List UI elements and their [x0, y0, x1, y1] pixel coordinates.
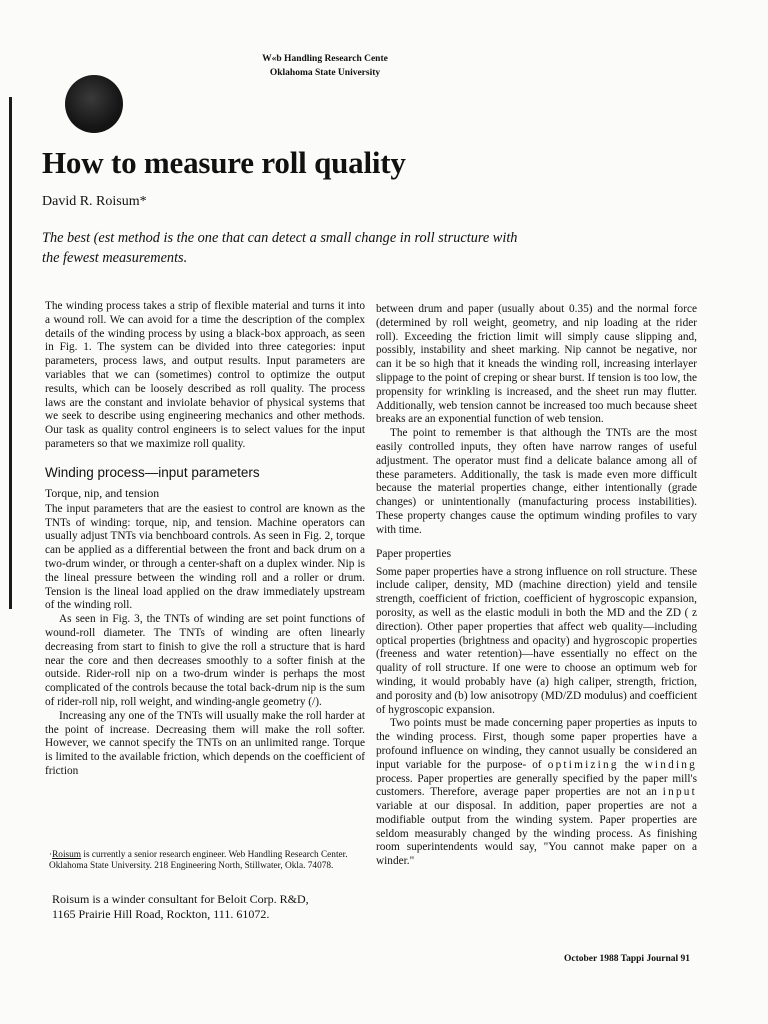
two-points-paragraph [376, 717, 697, 869]
dek-line-2: the fewest measurements. [42, 249, 188, 266]
intro-paragraph: The winding process takes a strip of flexible material and turns it into a wound roll. We can avoid for a time the description of the complex details of the winding process by using a black-box approach, as seen in Fig. 1. The system can be divided into three categories: input parameters, process laws, and output results. Input parameters are variables that we can (sometimes) control to optimize the output results, which can be loosely described as roll quality. The process laws are the constant and inviolate behavior of physical systems that we seek to describe using engineering mechanics and other methods. Our task as quality control engineers is to select values for the input parameters so that we maximize roll quality. [45, 300, 365, 450]
tnt-paragraph-2: As seen in Fig. 3, the TNTs of winding are set point functions of wound-roll diameter. The TNTs of winding are often linearly decreasing from start to finish to give the roll a structure that is hard near the core and then decreases smoothly to a softer finish at the outside. Rider-roll nip on a two-drum winder is perhaps the most complicated of the controls because the total back-drum nip is the sum of rider-roll nip, roll weight, and winding-angle geometry (/). [45, 613, 365, 708]
right-column [376, 303, 697, 869]
tnt-balance-paragraph: The point to remember is that although the TNTs are the most easily controlled inputs, they often have narrow ranges of useful adjustment. The operator must find a delicate balance among all of these parameters. Additionally, the task is made even more difficult because the material properties change, either intentionally (grade changes) or unintentionally (manufacturing process instabilities). These property changes cause the optimum winding profiles to vary with time. [376, 427, 697, 536]
two-points-text-b: the [618, 758, 645, 771]
paper-properties-paragraph: Some paper properties have a strong influence on roll structure. These include caliper, density, MD (machine direction) yield and tensile strength, coefficient of friction, coefficient of hygroscopic expansion, porosity, as well as the elastic moduli in both the MD and the ZD ( z direction). Other paper properties that affect web quality—including optical properties (brightness and opacity) and hygroscopic properties (freeness and water retention)—have essentially no effect on the quality of roll structure. If one were to choose an optimum web for winding, it would probably have (a) high caliper, strength, friction, and porosity and (b) low anisotropy (MD/ZD modulus) and coefficient of hygroscopic expansion. [376, 565, 697, 716]
article-dek [42, 229, 572, 268]
page-footer: October 1988 Tappi Journal 91 [564, 954, 690, 964]
two-points-text-c: process. Paper properties are generally specified by the paper mill's customers. Therefore, average paper properties are not an [376, 772, 697, 799]
subheading-tnt: Torque, nip, and tension [45, 485, 160, 500]
author-bio [52, 892, 370, 922]
bio-line-1: Roisum is a winder consultant for Beloit Corp. R&D, [52, 892, 309, 906]
left-column [45, 300, 365, 779]
dek-line-1: The best (est method is the one that can detect a small change in roll structure with [42, 230, 518, 246]
university-seal-logo [65, 75, 123, 133]
institution-line-2: Oklahoma State University [269, 68, 381, 78]
margin-rule [9, 97, 12, 609]
two-points-text-d: variable at our disposal. In addition, paper properties are not a modifiable output from the winding system. Paper properties are seldom measurably changed by the winding process. As finishing room superintendents would say, "You cannot make paper on a winder." [376, 800, 697, 868]
article-author: David R. Roisum* [42, 194, 147, 209]
spaced-word-winding: winding [644, 758, 697, 771]
spaced-word-optimizing: optimizing [547, 758, 619, 771]
tnt-paragraph-3: Increasing any one of the TNTs will usually make the roll harder at the point of increase. Decreasing them will make the roll softer. However, we cannot specify the TNTs on an unlimited range. Torque is limited to the available friction, which depends on the coefficient of friction [45, 709, 365, 777]
section-heading: Winding process—input parameters [45, 464, 260, 480]
spaced-word-input: input [662, 786, 697, 799]
subheading-paper-properties: Paper properties [376, 547, 452, 560]
footnote-text: is currently a senior research engineer. Web Handling Research Center. Oklahoma State University. 218 Engineering North, Stillwater, Okla. 74078. [49, 850, 348, 871]
tnt-paragraph-1: The input parameters that are the easiest to control are known as the TNTs of winding: torque, nip, and tension. Machine operators can usually adjust TNTs via benchboard controls. As seen in Fig. 2, torque can be applied as a differential between the front and back drum on a two-drum winder, or through a center-shaft on a duplex winder. Nip is the lineal pressure between the winding roll and a roller or drum. Tension is the lineal load applied on the draw immediately upstream of the winding roll. [45, 502, 365, 612]
footnote-marker: · [49, 850, 53, 860]
friction-paragraph: between drum and paper (usually about 0.35) and the normal force (determined by roll weight, geometry, and nip loading at the rider roll). Exceeding the friction limit will simply cause slipping and, possibly, instability and sheet marking. Nip cannot be negative, nor can it be so high that it kneads the winding roll, increasing interlayer slippage to the point of creping or shear burst. If tension is too low, the propensity for wrinkling is increased, and the sheet run may flutter. Additionally, web tension cannot be increased too much because sheet breaks are an exponential function of web tension. [376, 303, 697, 426]
institution-line-1: W«b Handling Research Cente [262, 54, 388, 64]
article-title: How to measure roll quality [42, 145, 406, 180]
bio-line-2: 1165 Prairie Hill Road, Rockton, 111. 61072. [52, 907, 270, 921]
two-points-text-a: Two points must be made concerning paper properties as inputs to the winding process. First, though some paper properties have a profound influence on winding, they cannot usually be considered an input variable for the purpose- of [376, 717, 697, 771]
footnote-name: Roisum [52, 850, 82, 860]
author-footnote [49, 850, 367, 872]
